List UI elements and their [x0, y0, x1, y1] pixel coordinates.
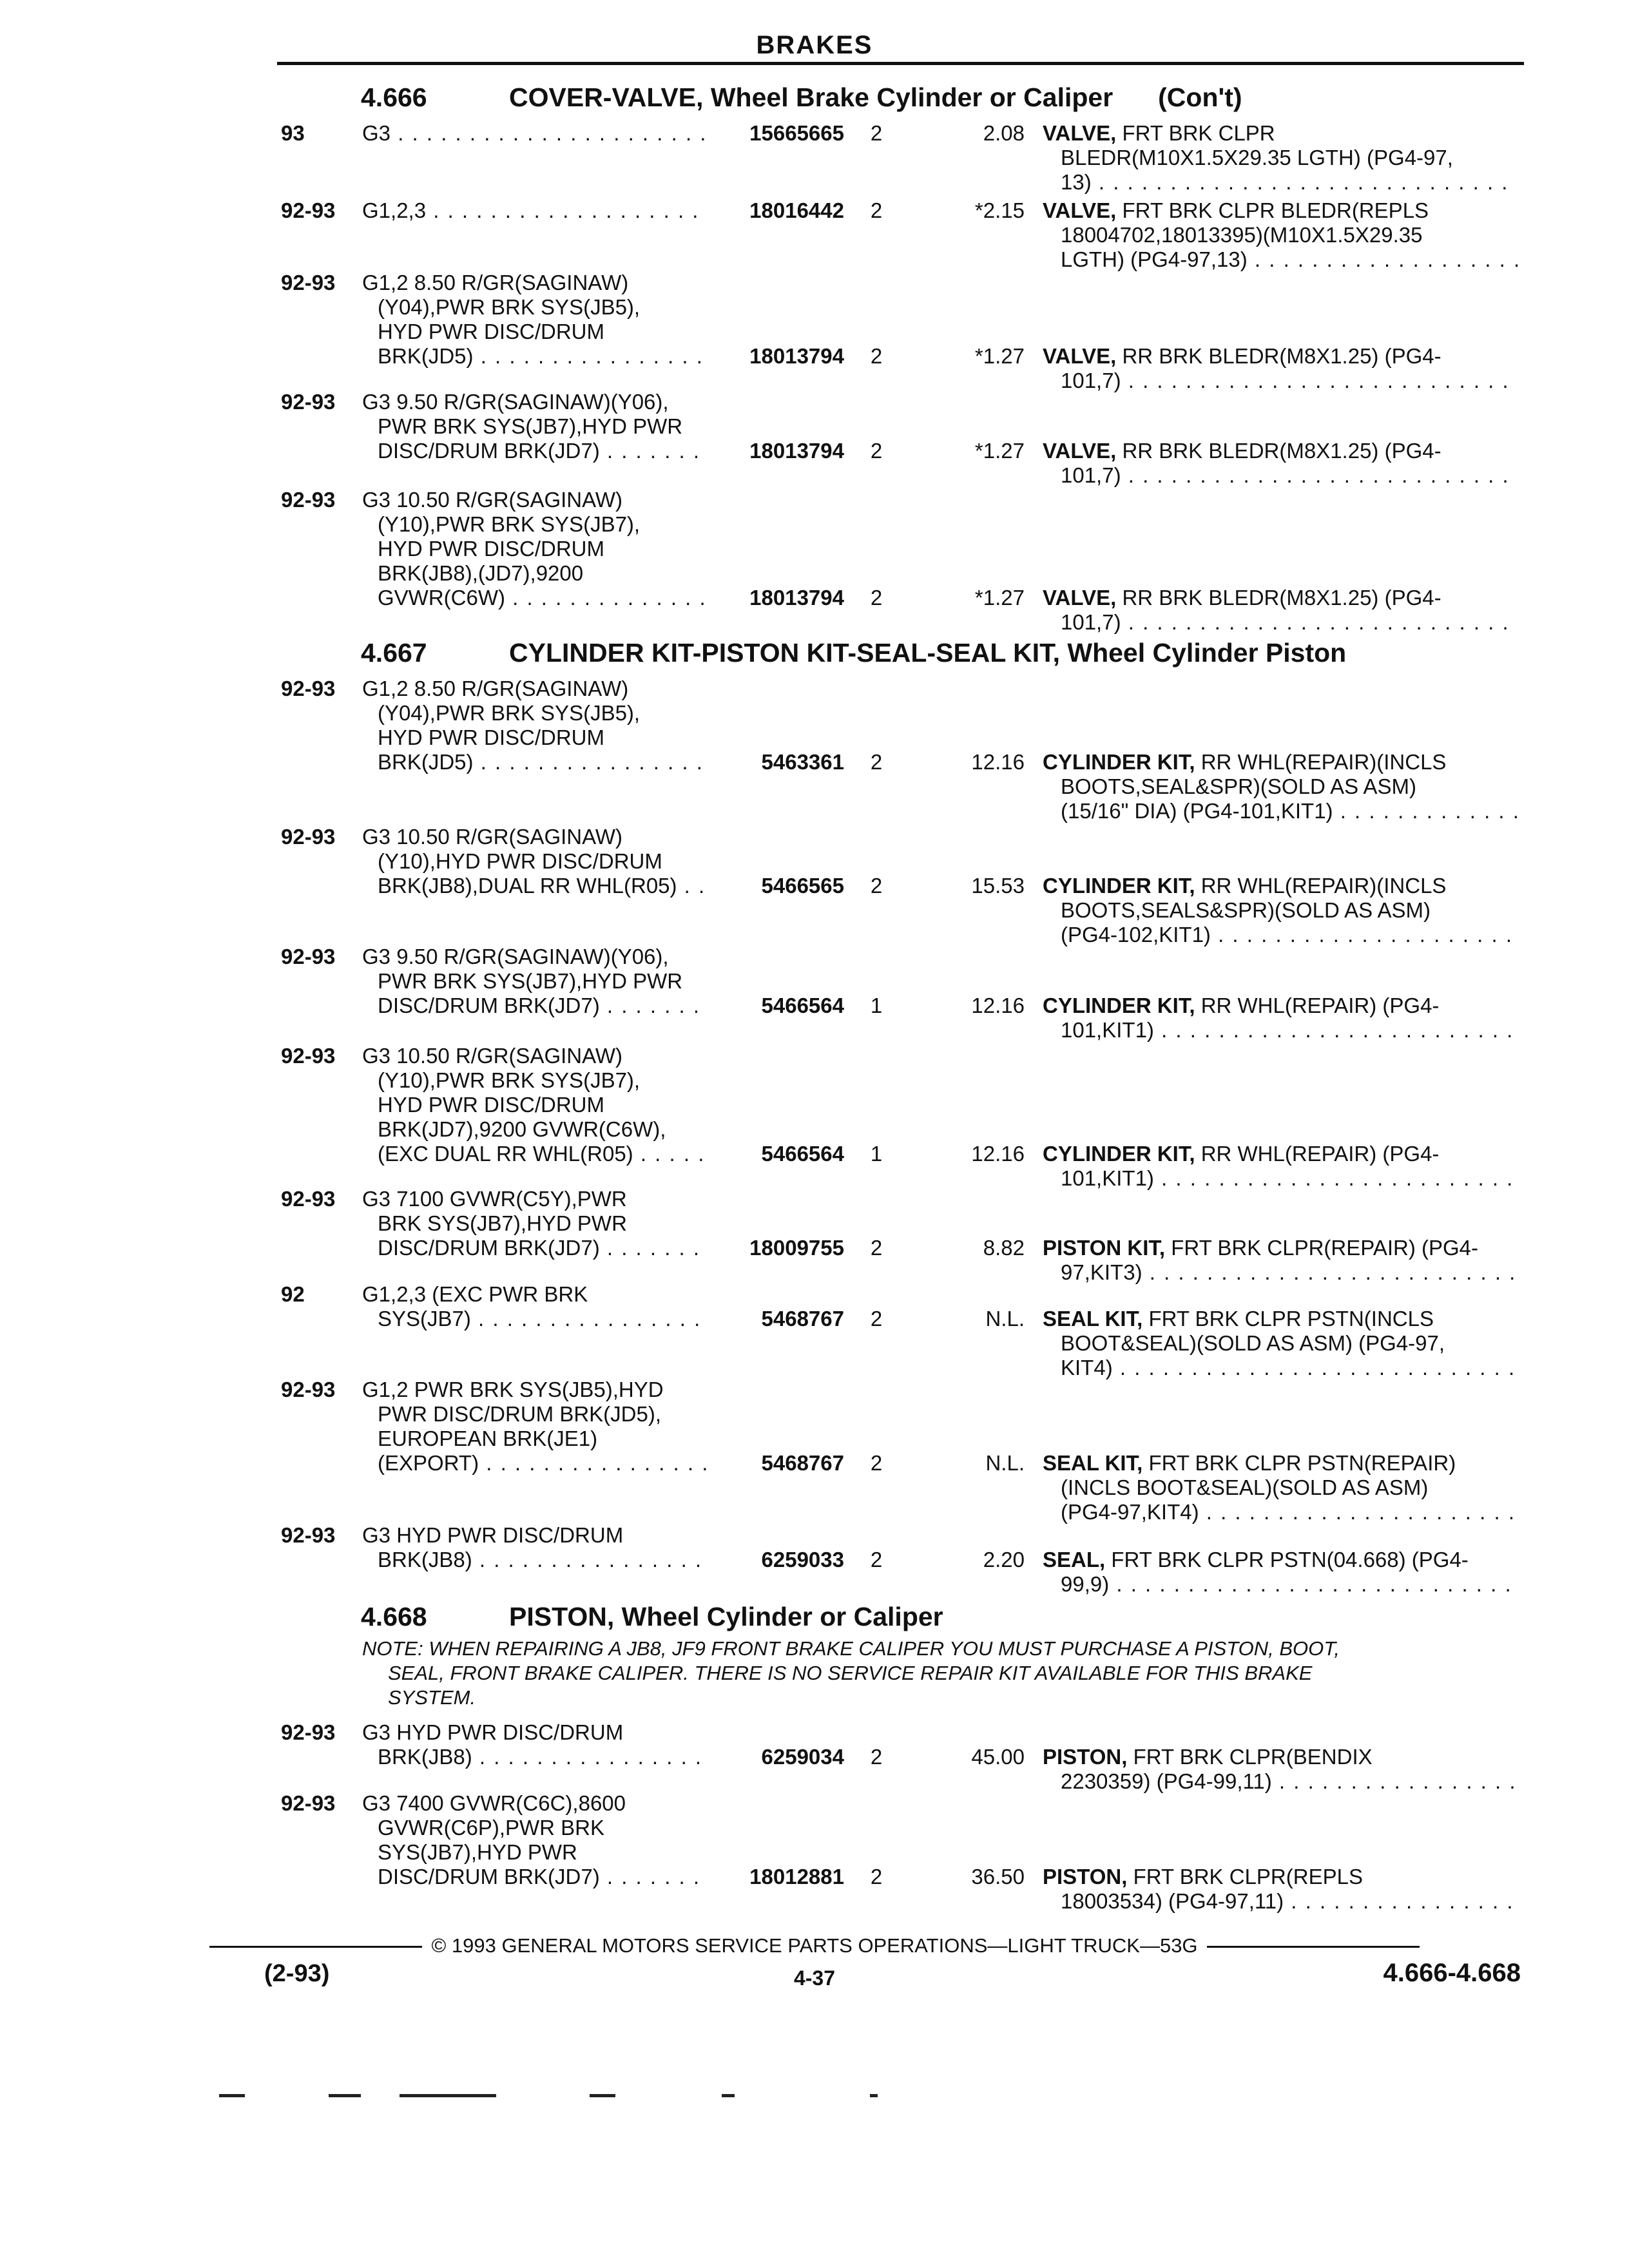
model-year: 92-93	[281, 1187, 336, 1211]
application-line: (Y10),PWR BRK SYS(JB7),	[378, 1068, 641, 1092]
part-name: SEAL KIT,	[1043, 1307, 1143, 1331]
model-year: 93	[281, 121, 305, 145]
application-line: BRK(JB8),DUAL RR WHL(R05)	[378, 874, 677, 898]
note-line: NOTE: WHEN REPAIRING A JB8, JF9 FRONT BRAKE CALIPER YOU MUST PURCHASE A PISTON, BOOT,	[362, 1637, 1340, 1660]
quantity: 2	[870, 750, 883, 774]
application-line: G3 HYD PWR DISC/DRUM	[362, 1523, 624, 1547]
application-line: G3 10.50 R/GR(SAGINAW)	[362, 825, 623, 849]
section-title: PISTON, Wheel Cylinder or Caliper	[509, 1602, 943, 1631]
part-name: PISTON,	[1043, 1745, 1128, 1769]
unit-price: *1.27	[974, 344, 1025, 368]
unit-price: 45.00	[971, 1745, 1025, 1769]
description-line: FRT BRK CLPR PSTN(INCLS	[1148, 1307, 1434, 1331]
quantity: 2	[870, 1236, 883, 1260]
part-description	[1043, 344, 1519, 393]
description-line: RR BRK BLEDR(M8X1.25) (PG4-	[1122, 586, 1441, 610]
part-number: 18013794	[749, 344, 844, 368]
part-name: VALVE,	[1043, 121, 1117, 145]
model-year: 92	[281, 1282, 305, 1306]
footer-section-range: 4.666-4.668	[1383, 1959, 1521, 1987]
dot-leader: . . . . . . . . . . . . . . . . . . . . .	[1210, 923, 1513, 947]
section-note	[362, 1637, 1340, 1710]
application-line: G1,2 8.50 R/GR(SAGINAW)	[362, 677, 629, 700]
description-line: (PG4-102,KIT1)	[1061, 923, 1211, 947]
application	[362, 1523, 723, 1572]
application-line: G3 7100 GVWR(C5Y),PWR	[362, 1187, 627, 1211]
part-number: 5466565	[761, 874, 844, 898]
scan-artifact	[870, 2094, 878, 2097]
application	[362, 271, 723, 369]
dot-leader: . . . . . . . . . . . . . . . .	[470, 1307, 702, 1331]
dot-leader: . . . . . . .	[599, 994, 701, 1017]
application-line: PWR DISC/DRUM BRK(JD5),	[378, 1402, 662, 1426]
application-line: HYD PWR DISC/DRUM	[378, 320, 604, 343]
part-description	[1043, 1236, 1519, 1285]
scan-artifact	[219, 2094, 245, 2097]
section-number: 4.666	[361, 82, 427, 112]
part-description	[1043, 439, 1519, 488]
part-number: 5468767	[761, 1307, 844, 1331]
description-line: FRT BRK CLPR BLEDR(REPLS	[1122, 198, 1429, 222]
application-line: DISC/DRUM BRK(JD7)	[378, 994, 600, 1017]
part-number: 5468767	[761, 1451, 844, 1475]
application-line: BRK SYS(JB7),HYD PWR	[378, 1211, 627, 1235]
description-line: RR BRK BLEDR(M8X1.25) (PG4-	[1122, 344, 1441, 368]
description-line: 18004702,18013395)(M10X1.5X29.35	[1061, 223, 1423, 247]
application-line: BRK(JD7),9200 GVWR(C6W),	[378, 1117, 666, 1141]
application-line: BRK(JB8),(JD7),9200	[378, 561, 584, 585]
application-line: HYD PWR DISC/DRUM	[378, 1093, 604, 1117]
quantity: 2	[870, 344, 883, 368]
footer-copyright-row	[0, 1934, 1629, 1957]
model-year: 92-93	[281, 198, 336, 222]
dot-leader: . . . . . . . . . . . . . .	[505, 586, 707, 610]
quantity: 2	[870, 1548, 883, 1571]
section-heading	[361, 1602, 943, 1632]
dot-leader: . . . . . . . . . . . . . . . .	[472, 1745, 703, 1769]
part-number: 5466564	[761, 994, 844, 1017]
part-description	[1043, 750, 1519, 823]
description-line: 101,7)	[1061, 369, 1121, 392]
section-heading	[361, 82, 1242, 113]
quantity: 2	[870, 439, 883, 463]
part-description	[1043, 1745, 1519, 1794]
model-year: 92-93	[281, 1044, 336, 1068]
application-line: GVWR(C6W)	[378, 586, 505, 610]
model-year: 92-93	[281, 825, 336, 849]
part-name: CYLINDER KIT,	[1043, 750, 1195, 774]
application-line: BRK(JD5)	[378, 344, 474, 368]
unit-price: 15.53	[971, 874, 1025, 898]
dot-leader: . . . . . . . . . . . . . . . .	[473, 750, 704, 774]
part-name: CYLINDER KIT,	[1043, 874, 1195, 898]
page-header-title: BRAKES	[756, 31, 873, 59]
part-name: CYLINDER KIT,	[1043, 1142, 1195, 1166]
part-description	[1043, 1865, 1519, 1914]
application-line: G1,2,3 (EXC PWR BRK	[362, 1282, 588, 1306]
description-line: 101,7)	[1061, 463, 1121, 487]
dot-leader: . . . . . . . . . . . . . . . . .	[1271, 1769, 1517, 1793]
part-description	[1043, 121, 1519, 195]
description-line: RR WHL(REPAIR) (PG4-	[1200, 994, 1440, 1017]
quantity: 2	[870, 1307, 883, 1331]
quantity: 1	[870, 994, 883, 1017]
dot-leader: . . . . . . . . . . . . . . . . . . . . . . . . .	[1153, 1018, 1514, 1042]
dot-leader: . . . . . . . . . . . . .	[1333, 799, 1520, 823]
application-line: G3 HYD PWR DISC/DRUM	[362, 1720, 624, 1744]
application	[362, 677, 723, 774]
description-line: BOOTS,SEAL&SPR)(SOLD AS ASM)	[1061, 774, 1416, 798]
dot-leader: . . . . . . . . . . . . . . . . . . . . . . . . . . . . .	[1091, 170, 1509, 194]
model-year: 92-93	[281, 945, 336, 968]
model-year: 92-93	[281, 390, 336, 414]
description-line: LGTH) (PG4-97,13)	[1061, 247, 1248, 271]
description-line: 101,7)	[1061, 610, 1121, 634]
dot-leader: . . . . . . . . . . . . . . . . . . . . . .	[1199, 1500, 1516, 1524]
description-line: 97,KIT3)	[1061, 1260, 1142, 1284]
application-line: GVWR(C6P),PWR BRK	[378, 1816, 605, 1840]
application	[362, 1044, 723, 1166]
application-line: PWR BRK SYS(JB7),HYD PWR	[378, 969, 683, 993]
part-number: 18016442	[749, 198, 844, 222]
dot-leader: . . . . . . .	[599, 1865, 701, 1888]
model-year: 92-93	[281, 488, 336, 512]
quantity: 2	[870, 586, 883, 610]
application	[362, 1791, 723, 1889]
description-line: 101,KIT1)	[1061, 1166, 1154, 1190]
part-name: PISTON KIT,	[1043, 1236, 1166, 1260]
application-line: HYD PWR DISC/DRUM	[378, 726, 604, 749]
application	[362, 945, 723, 1018]
unit-price: 2.08	[983, 121, 1025, 145]
scan-artifact	[722, 2094, 735, 2097]
description-line: BOOT&SEAL)(SOLD AS ASM) (PG4-97,	[1061, 1331, 1445, 1355]
part-name: PISTON,	[1043, 1865, 1128, 1888]
application-line: SYS(JB7)	[378, 1307, 471, 1331]
description-line: (PG4-97,KIT4)	[1061, 1500, 1199, 1524]
scan-artifact	[329, 2094, 361, 2097]
unit-price: 2.20	[983, 1548, 1025, 1571]
application-line: (EXPORT)	[378, 1451, 479, 1475]
dot-leader: . . . . . . .	[599, 1236, 701, 1260]
model-year: 92-93	[281, 677, 336, 700]
description-line: RR WHL(REPAIR)(INCLS	[1200, 750, 1447, 774]
application	[362, 121, 723, 146]
note-line: SYSTEM.	[388, 1686, 476, 1709]
part-number: 18013794	[749, 439, 844, 463]
quantity: 2	[870, 121, 883, 145]
description-line: 13)	[1061, 170, 1092, 194]
note-line: SEAL, FRONT BRAKE CALIPER. THERE IS NO SERVICE REPAIR KIT AVAILABLE FOR THIS BRAKE	[388, 1662, 1313, 1684]
part-number: 5463361	[761, 750, 844, 774]
application-line: G3 10.50 R/GR(SAGINAW)	[362, 1044, 623, 1068]
section-continued: (Con't)	[1158, 82, 1242, 112]
application-line: (Y10),PWR BRK SYS(JB7),	[378, 512, 641, 536]
description-line: 18003534) (PG4-97,11)	[1061, 1889, 1284, 1913]
footer-copyright: © 1993 GENERAL MOTORS SERVICE PARTS OPERATIONS—LIGHT TRUCK—53G	[431, 1934, 1198, 1957]
section-title: COVER-VALVE, Wheel Brake Cylinder or Caliper	[509, 82, 1113, 112]
application-line: G3	[362, 121, 391, 145]
dot-leader: . . . . . . . . . . . . . . . . . . . . . . . . . . .	[1121, 369, 1510, 392]
dot-leader: . . . . . . . . . . . . . . . . . . . . . . . . . . . .	[1112, 1356, 1516, 1379]
part-description	[1043, 586, 1519, 635]
application-line: G1,2 8.50 R/GR(SAGINAW)	[362, 271, 629, 294]
quantity: 2	[870, 1865, 883, 1888]
model-year: 92-93	[281, 1523, 336, 1547]
part-number: 6259034	[761, 1745, 844, 1769]
application-line: G1,2,3	[362, 198, 427, 222]
footer-rule	[209, 1946, 422, 1948]
unit-price: 12.16	[971, 994, 1025, 1017]
part-number: 18009755	[749, 1236, 844, 1260]
section-heading	[361, 638, 1346, 668]
quantity: 1	[870, 1142, 883, 1166]
part-name: VALVE,	[1043, 586, 1117, 610]
quantity: 2	[870, 1745, 883, 1769]
part-description	[1043, 1307, 1519, 1380]
application-line: PWR BRK SYS(JB7),HYD PWR	[378, 414, 683, 438]
description-line: BLEDR(M10X1.5X29.35 LGTH) (PG4-97,	[1061, 146, 1453, 169]
description-line: (15/16" DIA) (PG4-101,KIT1)	[1061, 799, 1333, 823]
unit-price: 12.16	[971, 1142, 1025, 1166]
quantity: 2	[870, 874, 883, 898]
application	[362, 488, 723, 610]
part-name: SEAL KIT,	[1043, 1451, 1143, 1475]
part-description	[1043, 874, 1519, 947]
application-line: G3 10.50 R/GR(SAGINAW)	[362, 488, 623, 512]
unit-price: *1.27	[974, 586, 1025, 610]
description-line: FRT BRK CLPR(REPLS	[1133, 1865, 1363, 1888]
application	[362, 1378, 723, 1475]
part-number: 15665665	[749, 121, 844, 145]
dot-leader: . .	[677, 874, 706, 898]
quantity: 2	[870, 198, 883, 222]
application-line: G3 7400 GVWR(C6C),8600	[362, 1791, 626, 1815]
part-number: 18012881	[749, 1865, 844, 1888]
dot-leader: . . . . . . .	[599, 439, 701, 463]
part-name: VALVE,	[1043, 344, 1117, 368]
dot-leader: . . . . . . . . . . . . . . . . . . . . . . . . .	[1153, 1166, 1514, 1190]
footer-rule	[1207, 1946, 1420, 1948]
description-line: FRT BRK CLPR(BENDIX	[1133, 1745, 1373, 1769]
section-number: 4.668	[361, 1602, 427, 1631]
description-line: 2230359) (PG4-99,11)	[1061, 1769, 1272, 1793]
application	[362, 1720, 723, 1769]
model-year: 92-93	[281, 271, 336, 294]
unit-price: 8.82	[983, 1236, 1025, 1260]
dot-leader: . . . . . . . . . . . . . . . .	[473, 344, 704, 368]
model-year: 92-93	[281, 1791, 336, 1815]
application-line: BRK(JB8)	[378, 1745, 472, 1769]
application-line: (Y10),HYD PWR DISC/DRUM	[378, 849, 662, 873]
description-line: RR BRK BLEDR(M8X1.25) (PG4-	[1122, 439, 1441, 463]
application	[362, 825, 723, 898]
application-line: DISC/DRUM BRK(JD7)	[378, 439, 600, 463]
part-name: VALVE,	[1043, 439, 1117, 463]
description-line: FRT BRK CLPR	[1122, 121, 1275, 145]
description-line: BOOTS,SEALS&SPR)(SOLD AS ASM)	[1061, 898, 1431, 922]
header-rule	[277, 62, 1524, 65]
description-line: (INCLS BOOT&SEAL)(SOLD AS ASM)	[1061, 1475, 1429, 1499]
scan-artifact	[400, 2094, 496, 2097]
application	[362, 390, 723, 463]
part-description	[1043, 198, 1519, 272]
dot-leader: . . . . . . . . . . . . . . . .	[479, 1451, 709, 1475]
application	[362, 1282, 723, 1331]
application-line: G3 9.50 R/GR(SAGINAW)(Y06),	[362, 390, 669, 414]
description-line: RR WHL(REPAIR) (PG4-	[1200, 1142, 1440, 1166]
application-line: DISC/DRUM BRK(JD7)	[378, 1865, 600, 1888]
part-name: SEAL,	[1043, 1548, 1106, 1571]
section-number: 4.667	[361, 638, 427, 668]
dot-leader: . . . . . . . . . . . . . . . . . . .	[1247, 247, 1521, 271]
part-name: VALVE,	[1043, 198, 1117, 222]
application-line: G3 9.50 R/GR(SAGINAW)(Y06),	[362, 945, 669, 968]
application-line: EUROPEAN BRK(JE1)	[378, 1427, 598, 1450]
dot-leader: . . . . . . . . . . . . . . . . . . . . . .	[390, 121, 708, 145]
part-name: CYLINDER KIT,	[1043, 994, 1195, 1017]
dot-leader: . . . . . . . . . . . . . . . . . . . . . . . . . . .	[1121, 610, 1510, 634]
description-line: KIT4)	[1061, 1356, 1113, 1379]
application-line: (Y04),PWR BRK SYS(JB5),	[378, 295, 641, 319]
description-line: FRT BRK CLPR PSTN(REPAIR)	[1148, 1451, 1456, 1475]
unit-price: N.L.	[985, 1451, 1025, 1475]
description-line: 101,KIT1)	[1061, 1018, 1154, 1042]
part-description	[1043, 1548, 1519, 1597]
unit-price: *1.27	[974, 439, 1025, 463]
part-number: 5466564	[761, 1142, 844, 1166]
footer-date: (2-93)	[264, 1960, 330, 1987]
application-line: (EXC DUAL RR WHL(R05)	[378, 1142, 633, 1166]
unit-price: 12.16	[971, 750, 1025, 774]
description-line: RR WHL(REPAIR)(INCLS	[1200, 874, 1447, 898]
scan-artifact	[590, 2094, 615, 2097]
application-line: (Y04),PWR BRK SYS(JB5),	[378, 701, 641, 725]
part-description	[1043, 1451, 1519, 1524]
dot-leader: . . . . . . . . . . . . . . . . . . .	[426, 198, 700, 222]
part-description	[1043, 994, 1519, 1043]
description-line: FRT BRK CLPR(REPAIR) (PG4-	[1171, 1236, 1479, 1260]
unit-price: 36.50	[971, 1865, 1025, 1888]
application	[362, 1187, 723, 1260]
footer-page-number: 4-37	[793, 1966, 836, 1990]
part-number: 6259033	[761, 1548, 844, 1571]
description-line: 99,9)	[1061, 1572, 1110, 1596]
part-description	[1043, 1142, 1519, 1191]
dot-leader: . . . . . . . . . . . . . . . .	[1284, 1889, 1514, 1913]
description-line: FRT BRK CLPR PSTN(04.668) (PG4-	[1111, 1548, 1469, 1571]
part-number: 18013794	[749, 586, 844, 610]
dot-leader: . . . . .	[633, 1142, 706, 1166]
section-title: CYLINDER KIT-PISTON KIT-SEAL-SEAL KIT, Wheel Cylinder Piston	[509, 638, 1347, 668]
dot-leader: . . . . . . . . . . . . . . . . . . . . . . . . . . . .	[1109, 1572, 1512, 1596]
application-line: BRK(JB8)	[378, 1548, 472, 1571]
unit-price: *2.15	[974, 198, 1025, 222]
application-line: SYS(JB7),HYD PWR	[378, 1840, 577, 1864]
unit-price: N.L.	[985, 1307, 1025, 1331]
quantity: 2	[870, 1451, 883, 1475]
application	[362, 198, 723, 223]
model-year: 92-93	[281, 1720, 336, 1744]
dot-leader: . . . . . . . . . . . . . . . .	[472, 1548, 703, 1571]
application-line: BRK(JD5)	[378, 750, 474, 774]
dot-leader: . . . . . . . . . . . . . . . . . . . . . . . . . .	[1142, 1260, 1517, 1284]
dot-leader: . . . . . . . . . . . . . . . . . . . . . . . . . . .	[1121, 463, 1510, 487]
application-line: DISC/DRUM BRK(JD7)	[378, 1236, 600, 1260]
model-year: 92-93	[281, 1378, 336, 1401]
application-line: HYD PWR DISC/DRUM	[378, 537, 604, 561]
application-line: G1,2 PWR BRK SYS(JB5),HYD	[362, 1378, 664, 1401]
